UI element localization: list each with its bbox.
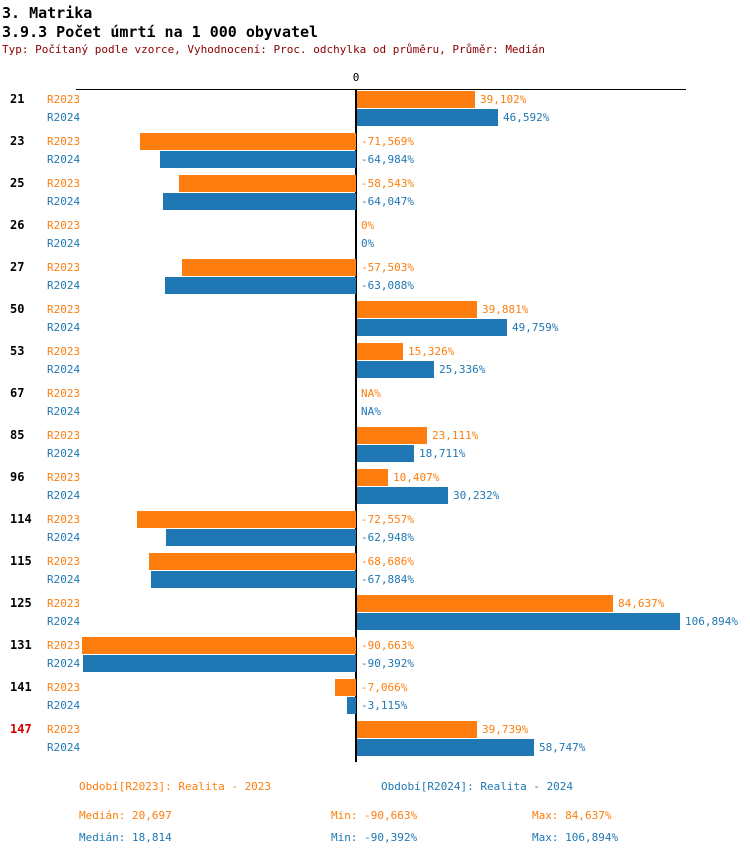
bar-r2023 [82,637,356,654]
value-label-r2023: 39,102% [480,93,527,106]
chart-meta-description: Typ: Počítaný podle vzorce, Vyhodnocení: Proc. odchylka od průměru, Průměr: Medián [2,43,546,56]
bar-r2023 [149,553,356,570]
bar-r2023 [357,91,475,108]
series-label-r2024: R2024 [47,195,81,208]
series-label-r2023: R2023 [47,471,81,484]
category-label: 53 [10,344,25,358]
bar-r2023 [357,469,388,486]
series-label-r2024: R2024 [47,615,81,628]
stat-min-r2023: Min: -90,663% [331,809,418,822]
bar-r2024 [166,529,356,546]
series-label-r2024: R2024 [47,321,81,334]
value-label-r2024: -62,948% [361,531,414,544]
value-label-r2023: 39,881% [482,303,529,316]
value-label-r2023: 10,407% [393,471,440,484]
series-label-r2023: R2023 [47,261,81,274]
bar-r2023 [137,511,356,528]
bar-r2023 [179,175,356,192]
bar-r2023 [182,259,356,276]
legend-r2023: Období[R2023]: Realita - 2023 [79,780,272,793]
category-label: 147 [10,722,32,736]
series-label-r2023: R2023 [47,345,81,358]
series-label-r2023: R2023 [47,597,81,610]
legend-r2024: Období[R2024]: Realita - 2024 [381,780,574,793]
bar-r2023 [357,427,427,444]
series-label-r2023: R2023 [47,177,81,190]
series-label-r2024: R2024 [47,237,81,250]
chart-title: 3.9.3 Počet úmrtí na 1 000 obyvatel [2,23,319,41]
axis-top-line [76,89,686,90]
value-label-r2024: 18,711% [419,447,466,460]
category-label: 115 [10,554,32,568]
bar-r2024 [347,697,356,714]
stat-max-r2024: Max: 106,894% [532,831,619,844]
series-label-r2024: R2024 [47,699,81,712]
value-label-r2023: -58,543% [361,177,414,190]
bar-r2024 [357,445,414,462]
value-label-r2024: -63,088% [361,279,414,292]
value-label-r2024: 25,336% [439,363,486,376]
value-label-r2023: -90,663% [361,639,414,652]
bar-r2024 [357,739,534,756]
category-label: 131 [10,638,32,652]
series-label-r2023: R2023 [47,135,81,148]
series-label-r2024: R2024 [47,657,81,670]
value-label-r2024: 106,894% [685,615,738,628]
bar-r2024 [160,151,356,168]
value-label-r2023: 15,326% [408,345,455,358]
series-label-r2023: R2023 [47,219,81,232]
stat-min-r2024: Min: -90,392% [331,831,418,844]
value-label-r2024: -64,984% [361,153,414,166]
series-label-r2023: R2023 [47,429,81,442]
value-label-r2023: -7,066% [361,681,408,694]
value-label-r2024: 46,592% [503,111,550,124]
series-label-r2024: R2024 [47,573,81,586]
series-label-r2024: R2024 [47,153,81,166]
category-label: 27 [10,260,25,274]
category-label: 26 [10,218,25,232]
bar-r2024 [357,361,434,378]
bar-r2024 [163,193,356,210]
value-label-r2023: 0% [361,219,375,232]
value-label-r2024: -67,884% [361,573,414,586]
value-label-r2023: 23,111% [432,429,479,442]
value-label-r2023: -57,503% [361,261,414,274]
series-label-r2024: R2024 [47,741,81,754]
bar-r2024 [357,319,507,336]
series-label-r2023: R2023 [47,303,81,316]
series-label-r2024: R2024 [47,111,81,124]
series-label-r2024: R2024 [47,363,81,376]
value-label-r2023: -71,569% [361,135,414,148]
category-label: 141 [10,680,32,694]
category-label: 67 [10,386,25,400]
value-label-r2024: 49,759% [512,321,559,334]
bar-r2024 [165,277,356,294]
bar-r2023 [357,343,403,360]
category-label: 114 [10,512,32,526]
category-label: 85 [10,428,25,442]
series-label-r2023: R2023 [47,555,81,568]
value-label-r2024: -3,115% [361,699,408,712]
category-label: 50 [10,302,25,316]
series-label-r2023: R2023 [47,513,81,526]
category-label: 21 [10,92,25,106]
bar-r2024 [357,109,498,126]
stat-median-r2023: Medián: 20,697 [79,809,172,822]
stat-median-r2024: Medián: 18,814 [79,831,172,844]
category-label: 96 [10,470,25,484]
bar-r2023 [357,301,477,318]
axis-zero-tick-label: 0 [352,71,360,84]
series-label-r2024: R2024 [47,279,81,292]
bar-r2023 [357,721,477,738]
bar-r2024 [357,487,448,504]
category-label: 125 [10,596,32,610]
series-label-r2023: R2023 [47,387,81,400]
bar-r2023 [357,595,613,612]
value-label-r2024: -64,047% [361,195,414,208]
bar-r2024 [151,571,356,588]
value-label-r2023: -72,557% [361,513,414,526]
value-label-r2023: NA% [361,387,381,400]
section-title: 3. Matrika [2,4,93,22]
series-label-r2024: R2024 [47,489,81,502]
series-label-r2024: R2024 [47,531,81,544]
series-label-r2023: R2023 [47,639,81,652]
series-label-r2023: R2023 [47,681,81,694]
value-label-r2024: 30,232% [453,489,500,502]
series-label-r2024: R2024 [47,405,81,418]
category-label: 25 [10,176,25,190]
value-label-r2023: -68,686% [361,555,414,568]
series-label-r2024: R2024 [47,447,81,460]
series-label-r2023: R2023 [47,723,81,736]
value-label-r2023: 39,739% [482,723,529,736]
value-label-r2024: -90,392% [361,657,414,670]
value-label-r2024: 58,747% [539,741,586,754]
bar-r2024 [83,655,356,672]
series-label-r2023: R2023 [47,93,81,106]
bar-r2023 [335,679,356,696]
value-label-r2023: 84,637% [618,597,665,610]
stat-max-r2023: Max: 84,637% [532,809,612,822]
value-label-r2024: 0% [361,237,375,250]
value-label-r2024: NA% [361,405,381,418]
category-label: 23 [10,134,25,148]
bar-r2023 [140,133,356,150]
bar-r2024 [357,613,680,630]
